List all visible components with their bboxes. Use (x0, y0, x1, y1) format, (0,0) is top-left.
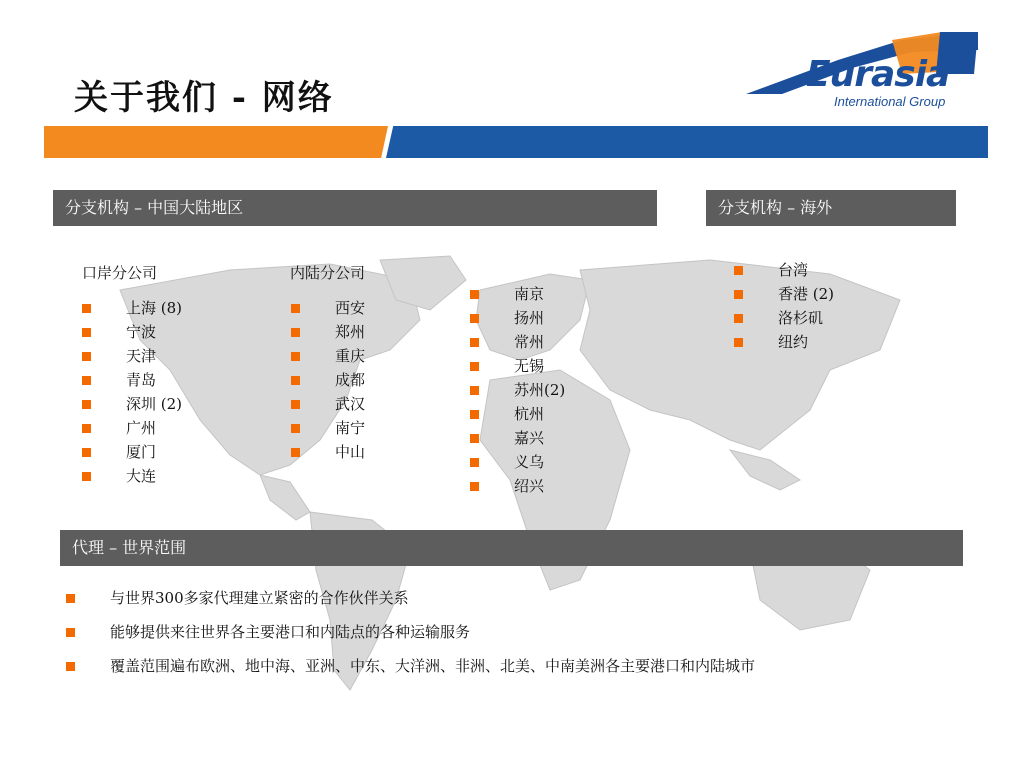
list-item (291, 392, 365, 416)
bullet-icon (291, 400, 300, 409)
agents-list (66, 584, 755, 686)
section-header-agents: 代理 – 世界范围 (60, 530, 963, 566)
bullet-icon (82, 304, 91, 313)
list-item (82, 464, 182, 488)
company-logo (742, 30, 982, 114)
note-text: 与世界300多家代理建立紧密的合作伙伴关系 (110, 589, 409, 607)
list-item (82, 296, 182, 320)
bullet-icon (66, 594, 75, 603)
list-item (291, 320, 365, 344)
bullet-icon (291, 304, 300, 313)
list-item (82, 344, 182, 368)
bullet-icon (66, 628, 75, 637)
bullet-icon (82, 328, 91, 337)
list-item (291, 368, 365, 392)
city-label: 郑州 (335, 323, 366, 341)
city-label: 宁波 (126, 323, 157, 341)
city-label: 武汉 (335, 395, 366, 413)
city-label: 香港 (2) (778, 285, 835, 303)
bullet-icon (470, 482, 479, 491)
city-label: 成都 (335, 371, 366, 389)
list-item (82, 392, 182, 416)
bullet-icon (734, 290, 743, 299)
logo-subtitle: International Group (834, 94, 946, 109)
city-label: 义乌 (514, 453, 545, 471)
list-item (66, 618, 755, 652)
list-item (66, 652, 755, 686)
bullet-icon (82, 424, 91, 433)
list-item (734, 258, 834, 282)
city-label: 天津 (126, 347, 157, 365)
city-label: 绍兴 (514, 477, 545, 495)
bullet-icon (82, 352, 91, 361)
map-central-america (260, 475, 310, 520)
city-label: 厦门 (126, 443, 157, 461)
city-label: 重庆 (335, 347, 366, 365)
bullet-icon (470, 362, 479, 371)
bullet-icon (82, 376, 91, 385)
list-item (82, 416, 182, 440)
city-label: 西安 (335, 299, 366, 317)
list-item (470, 354, 565, 378)
list-item (734, 282, 834, 306)
city-label: 上海 (8) (126, 299, 183, 317)
bullet-icon (470, 314, 479, 323)
bullet-icon (291, 352, 300, 361)
bullet-icon (291, 448, 300, 457)
list-item (734, 330, 834, 354)
map-southeast-asia (730, 450, 800, 490)
bullet-icon (470, 434, 479, 443)
bullet-icon (82, 472, 91, 481)
city-label: 青岛 (126, 371, 157, 389)
ports-heading: 口岸分公司 (82, 264, 158, 282)
bullet-icon (82, 448, 91, 457)
bullet-icon (291, 424, 300, 433)
list-item (291, 296, 365, 320)
slide-title: 关于我们 - 网络 (74, 78, 334, 118)
list-item (291, 440, 365, 464)
bullet-icon (291, 376, 300, 385)
bullet-icon (470, 410, 479, 419)
list-item (66, 584, 755, 618)
bullet-icon (66, 662, 75, 671)
bullet-icon (470, 338, 479, 347)
city-label: 扬州 (514, 309, 545, 327)
list-item (291, 416, 365, 440)
list-item (470, 378, 565, 402)
list-item (470, 330, 565, 354)
city-label: 南宁 (335, 419, 366, 437)
list-item (82, 368, 182, 392)
city-label: 苏州(2) (514, 381, 566, 399)
city-label: 纽约 (778, 333, 809, 351)
city-label: 大连 (126, 467, 157, 485)
header-band-orange (44, 126, 388, 158)
bullet-icon (470, 386, 479, 395)
bullet-icon (82, 400, 91, 409)
bullet-icon (291, 328, 300, 337)
bullet-icon (734, 338, 743, 347)
overseas-list (734, 258, 834, 354)
city-label: 无锡 (514, 357, 545, 375)
list-item (470, 474, 565, 498)
list-item (291, 344, 365, 368)
list-item (470, 282, 565, 306)
list-item (470, 402, 565, 426)
inland-list-b (470, 282, 565, 498)
city-label: 杭州 (514, 405, 545, 423)
city-label: 中山 (335, 443, 366, 461)
note-text: 覆盖范围遍布欧洲、地中海、亚洲、中东、大洋洲、非洲、北美、中南美洲各主要港口和内陆城市 (110, 657, 756, 675)
list-item (82, 440, 182, 464)
note-text: 能够提供来往世界各主要港口和内陆点的各种运输服务 (110, 623, 471, 641)
inland-heading: 内陆分公司 (290, 264, 366, 282)
city-label: 深圳 (2) (126, 395, 183, 413)
city-label: 洛杉矶 (778, 309, 824, 327)
section-header-overseas: 分支机构 – 海外 (706, 190, 956, 226)
city-label: 广州 (126, 419, 157, 437)
list-item (470, 450, 565, 474)
list-item (82, 320, 182, 344)
inland-list-a (291, 296, 365, 464)
city-label: 嘉兴 (514, 429, 545, 447)
bullet-icon (734, 266, 743, 275)
header-band-blue (386, 126, 988, 158)
list-item (734, 306, 834, 330)
bullet-icon (470, 290, 479, 299)
bullet-icon (470, 458, 479, 467)
bullet-icon (734, 314, 743, 323)
ports-list (82, 296, 182, 488)
list-item (470, 426, 565, 450)
city-label: 台湾 (778, 261, 809, 279)
list-item (470, 306, 565, 330)
city-label: 南京 (514, 285, 545, 303)
city-label: 常州 (514, 333, 545, 351)
section-header-china: 分支机构 – 中国大陆地区 (53, 190, 657, 226)
logo-wordmark: Eurasia (806, 54, 950, 95)
